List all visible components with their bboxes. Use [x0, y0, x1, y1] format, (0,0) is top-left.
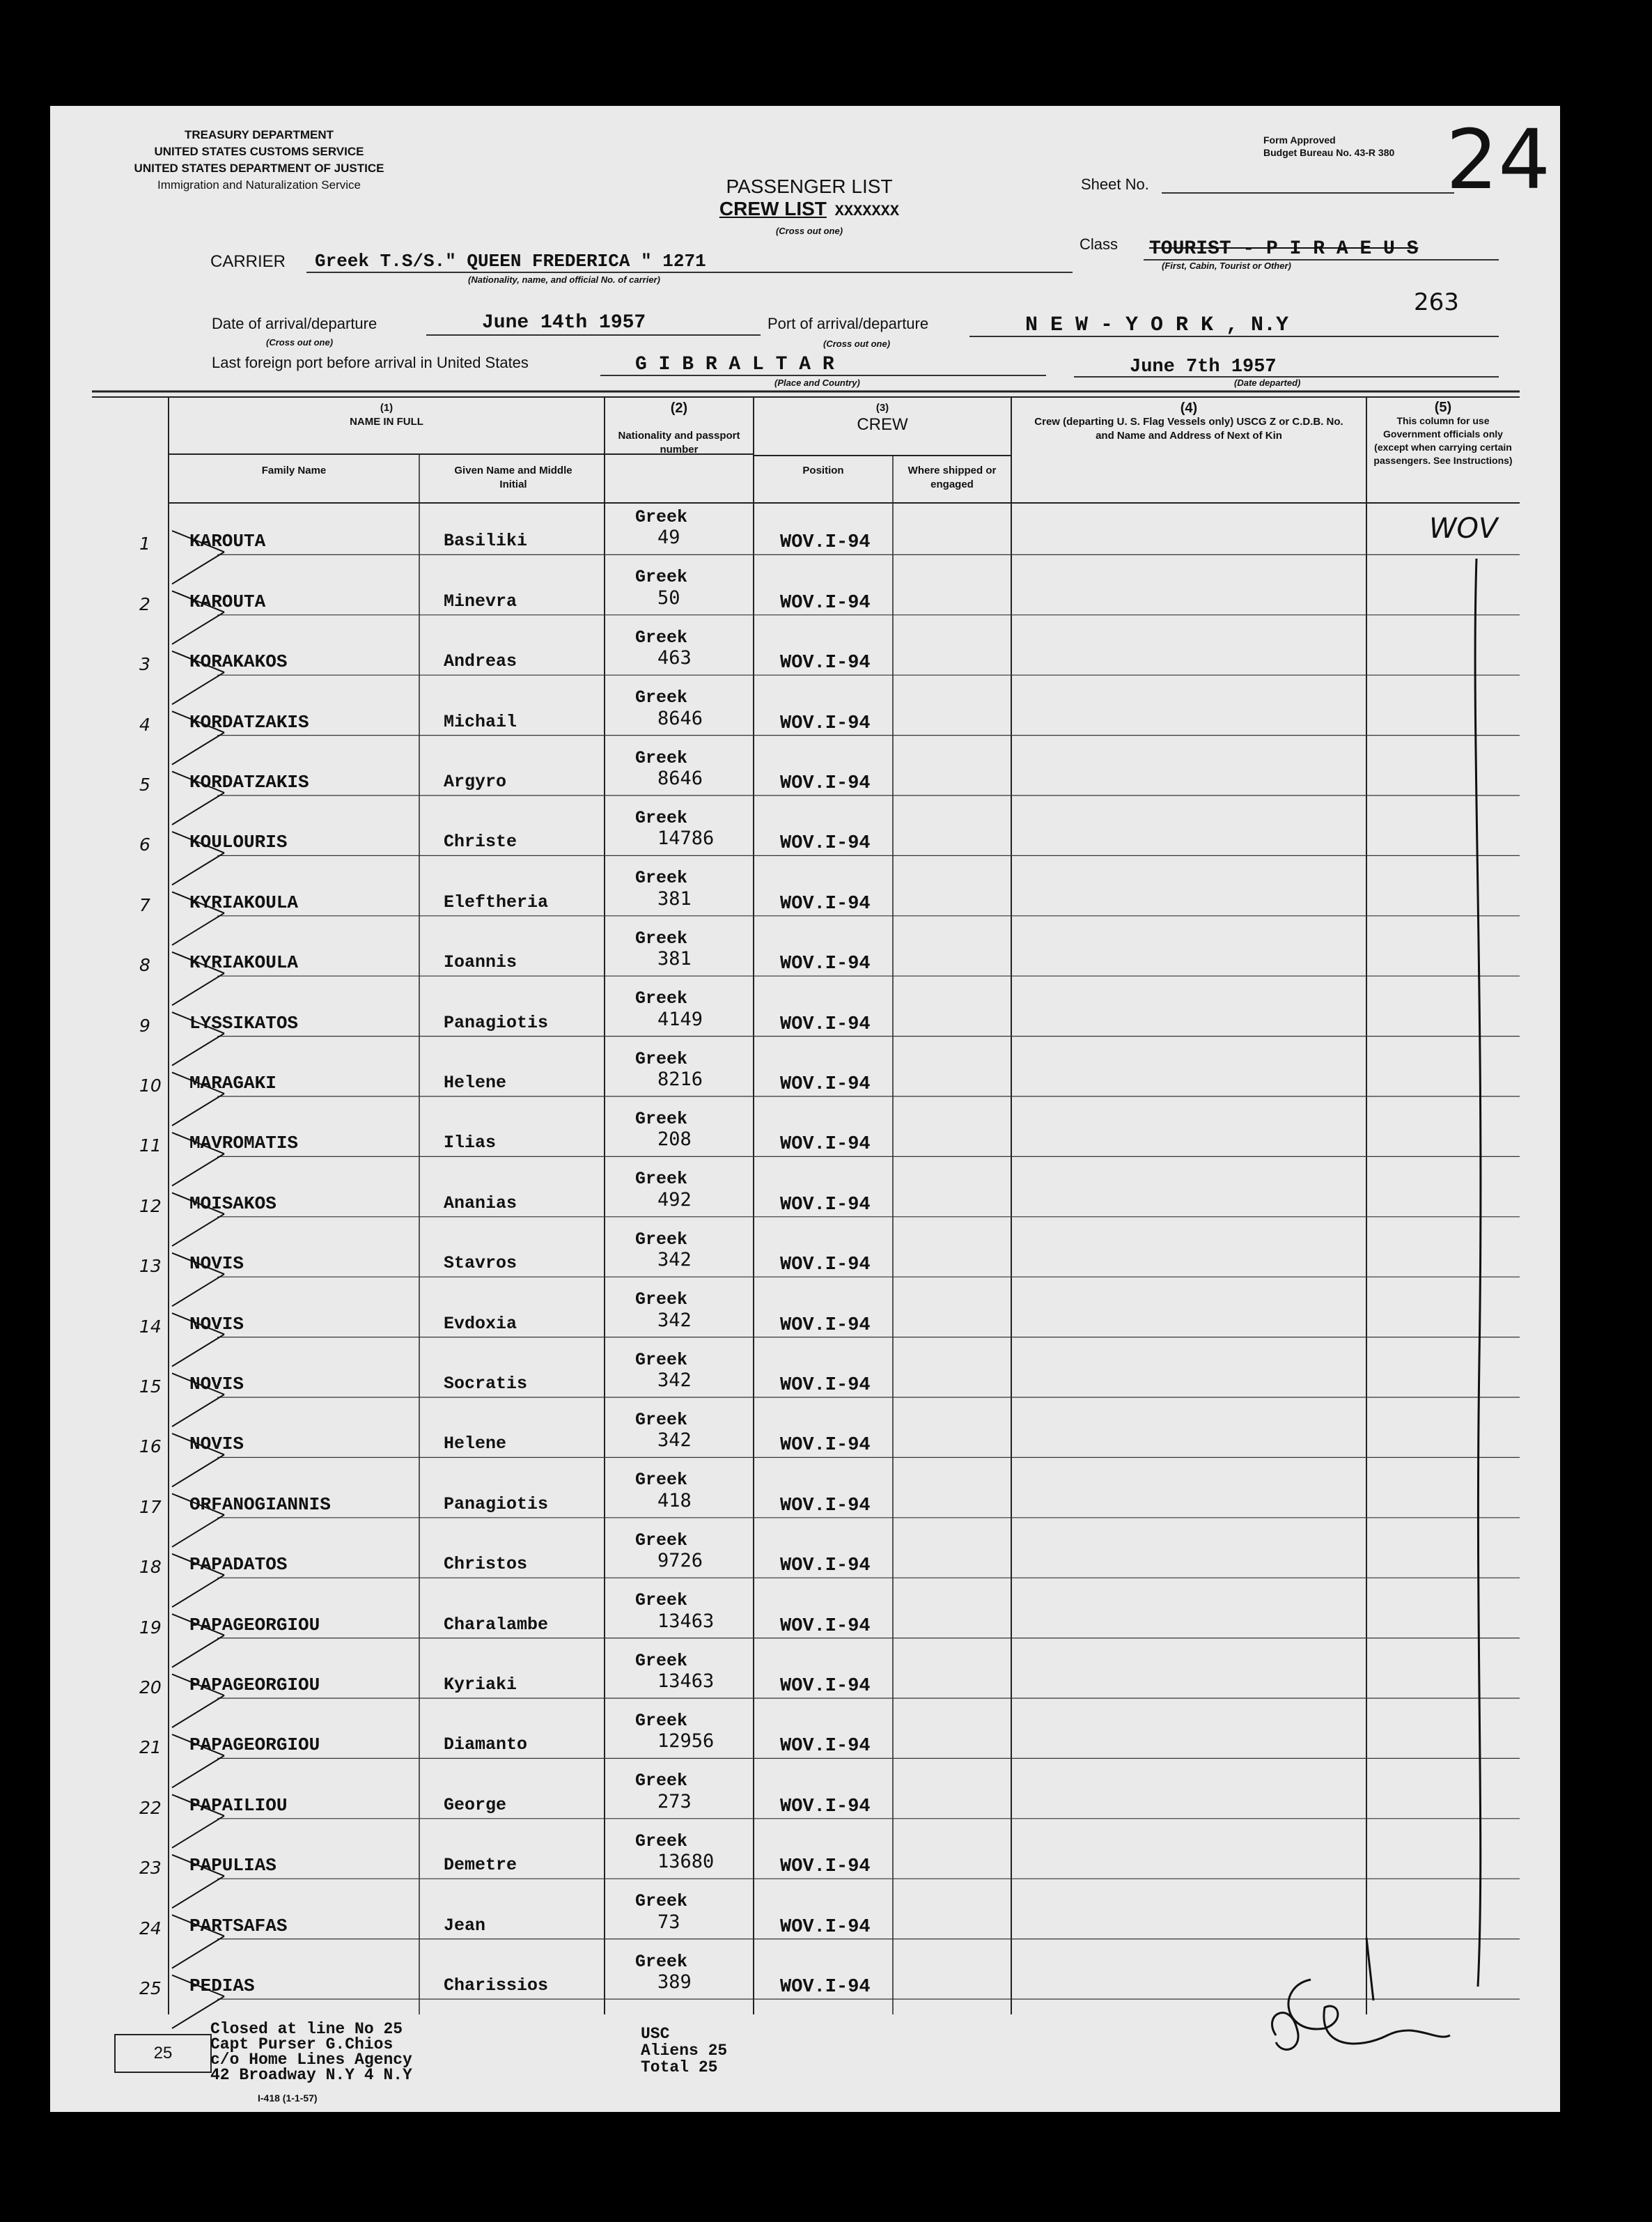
passport-number: 208 [657, 1128, 692, 1151]
closed-line: Closed at line No 25 [210, 2020, 403, 2038]
passport-number: 381 [657, 887, 692, 910]
line-number: 19 [139, 1617, 162, 1638]
family-name: KAROUTA [189, 591, 266, 612]
family-name: PAPAILIOU [189, 1794, 288, 1816]
passport-number: 342 [657, 1309, 692, 1331]
col1-title: NAME IN FULL [350, 416, 423, 428]
nationality: Greek [635, 1891, 688, 1912]
given-name: Argyro [444, 772, 507, 792]
nationality: Greek [635, 1349, 688, 1370]
nationality: Greek [635, 1951, 688, 1972]
passport-number: 342 [657, 1249, 692, 1271]
col4-number: (4) [1180, 401, 1198, 416]
class-label: Class [1080, 235, 1119, 253]
agent-line-2: c/o Home Lines Agency [210, 2051, 412, 2069]
passport-number: 381 [657, 948, 692, 970]
given-name: Eleftheria [444, 892, 549, 912]
passport-number: 389 [657, 1971, 692, 1993]
sheet-number-handwritten: 24 [1446, 111, 1551, 208]
nationality: Greek [635, 1229, 688, 1250]
crew-position: WOV.I-94 [780, 1856, 871, 1878]
col2-header [614, 401, 744, 457]
crew-position: WOV.I-94 [780, 592, 871, 614]
family-name: NOVIS [189, 1374, 244, 1394]
nationality: Greek [635, 1650, 688, 1671]
crew-position: WOV.I-94 [780, 1615, 871, 1637]
title-struck-text: XXXXXXX [834, 203, 900, 220]
line-number: 23 [139, 1858, 162, 1879]
nationality: Greek [635, 1289, 688, 1310]
given-name: Helene [444, 1434, 507, 1454]
class-note: (First, Cabin, Tourist or Other) [1162, 261, 1291, 271]
date-label: Date of arrival/departure [212, 315, 377, 332]
passport-number: 50 [657, 586, 680, 609]
passport-number: 13680 [657, 1851, 715, 1873]
nationality: Greek [635, 808, 688, 828]
col1-number: (1) [380, 402, 393, 414]
col3-header [754, 401, 1011, 435]
nationality: Greek [635, 1771, 688, 1792]
given-name: Stavros [444, 1253, 517, 1274]
port-label: Port of arrival/departure [767, 315, 929, 332]
footer-notes [210, 2021, 412, 2083]
family-name: KAROUTA [189, 531, 266, 552]
crew-position: WOV.I-94 [780, 1676, 871, 1697]
line-number: 3 [139, 654, 150, 675]
family-name: KORDATZAKIS [189, 772, 309, 793]
place-note: (Place and Country) [774, 378, 860, 388]
family-name: PAPAGEORGIOU [189, 1734, 320, 1756]
line-number: 4 [139, 714, 150, 735]
passport-number: 13463 [657, 1670, 715, 1692]
family-name: PAPULIAS [189, 1855, 276, 1877]
crew-position: WOV.I-94 [780, 713, 871, 734]
family-name: NOVIS [189, 1313, 244, 1335]
budget-bureau: Budget Bureau No. 43-R 380 [1263, 147, 1395, 158]
given-name: Panagiotis [444, 1493, 549, 1514]
given-name: Christos [444, 1554, 528, 1575]
line-number: 13 [139, 1256, 162, 1277]
passport-number: 12956 [657, 1730, 715, 1753]
col5-handwritten-mark: WOV [1429, 513, 1498, 545]
col2-title: Nationality and passport number [618, 430, 740, 456]
nationality: Greek [635, 988, 688, 1009]
family-name: LYSSIKATOS [189, 1012, 299, 1034]
crew-position: WOV.I-94 [780, 893, 871, 915]
col5-number: (5) [1434, 400, 1452, 415]
family-name: KYRIAKOULA [189, 892, 299, 913]
form-code: I-418 (1-1-57) [258, 2092, 318, 2104]
line-number: 5 [139, 775, 150, 795]
passport-number: 4149 [657, 1008, 703, 1030]
given-name: Basiliki [444, 531, 528, 552]
agency-line: Immigration and Naturalization Service [157, 178, 361, 192]
date-note: (Cross out one) [266, 337, 334, 348]
departed-note: (Date departed) [1234, 378, 1301, 388]
col3-title: CREW [857, 415, 908, 434]
last-port-label: Last foreign port before arrival in United States [212, 354, 529, 371]
line-number: 8 [139, 955, 150, 976]
crew-position: WOV.I-94 [780, 1977, 871, 1998]
form-approved: Form Approved [1263, 134, 1336, 146]
given-name: Kyriaki [444, 1675, 517, 1695]
crew-position: WOV.I-94 [780, 1013, 871, 1035]
family-name: KYRIAKOULA [189, 952, 299, 974]
passport-number: 8216 [657, 1069, 703, 1090]
family-name: PARTSAFAS [189, 1915, 288, 1936]
line-number: 2 [139, 593, 150, 614]
given-name: Andreas [444, 651, 517, 672]
passport-number: 9726 [657, 1550, 703, 1572]
crew-position: WOV.I-94 [780, 1134, 871, 1156]
crew-position: WOV.I-94 [780, 1736, 871, 1757]
family-name: MARAGAKI [189, 1073, 276, 1094]
crew-position: WOV.I-94 [780, 833, 871, 855]
line-number: 6 [139, 834, 150, 855]
document-page [50, 106, 1560, 2112]
family-name: PEDIAS [189, 1975, 255, 1996]
sheet-label: Sheet No. [1081, 176, 1149, 193]
crew-position: WOV.I-94 [780, 1796, 871, 1817]
nationality: Greek [635, 1590, 688, 1611]
given-name-header: Given Name and Middle Initial [454, 465, 572, 490]
crew-position: WOV.I-94 [780, 653, 871, 674]
nationality: Greek [635, 1831, 688, 1851]
given-name: Socratis [444, 1374, 528, 1394]
carrier-value: Greek T.S/S." QUEEN FREDERICA " 1271 [315, 251, 706, 272]
family-name: PAPADATOS [189, 1554, 288, 1576]
nationality: Greek [635, 747, 688, 768]
crew-position: WOV.I-94 [780, 1495, 871, 1516]
line-number: 17 [139, 1496, 162, 1517]
departed-value: June 7th 1957 [1130, 357, 1277, 378]
col4-header [1025, 401, 1353, 443]
crew-position: WOV.I-94 [780, 1074, 871, 1095]
signature [1272, 1938, 1450, 2049]
passport-number: 8646 [657, 707, 703, 729]
crew-position: WOV.I-94 [780, 1254, 871, 1276]
family-name: KOULOURIS [189, 832, 288, 853]
passport-number: 492 [657, 1188, 692, 1211]
agent-line-3: 42 Broadway N.Y 4 N.Y [210, 2066, 412, 2084]
crew-position: WOV.I-94 [780, 1314, 871, 1336]
aliens-total: Aliens 25 [641, 2042, 728, 2060]
nationality: Greek [635, 1169, 688, 1190]
passport-number: 273 [657, 1790, 692, 1812]
passport-number: 342 [657, 1429, 692, 1452]
nationality: Greek [635, 1470, 688, 1491]
col1-header [169, 401, 605, 429]
line-number: 9 [139, 1015, 150, 1036]
given-name: Ananias [444, 1192, 517, 1213]
family-name: NOVIS [189, 1434, 244, 1455]
given-name: Panagiotis [444, 1012, 549, 1033]
agency-line: UNITED STATES DEPARTMENT OF JUSTICE [134, 162, 384, 175]
given-name: Diamanto [444, 1734, 528, 1755]
nationality: Greek [635, 687, 688, 708]
carrier-label: CARRIER [210, 252, 286, 271]
given-name: Michail [444, 711, 517, 732]
col2-number: (2) [670, 401, 688, 416]
nationality: Greek [635, 1410, 688, 1430]
col5-header [1371, 401, 1515, 467]
passport-number: 13463 [657, 1610, 715, 1632]
position-header: Position [802, 465, 844, 476]
title-crew-list: CREW LIST [719, 198, 827, 219]
title-passenger-list: PASSENGER LIST [726, 176, 893, 197]
agency-line: UNITED STATES CUSTOMS SERVICE [154, 145, 364, 158]
nationality: Greek [635, 928, 688, 949]
crew-position: WOV.I-94 [780, 532, 871, 554]
agency-line: TREASURY DEPARTMENT [184, 128, 334, 141]
line-number: 21 [139, 1737, 162, 1758]
crew-position: WOV.I-94 [780, 1555, 871, 1577]
given-name: Helene [444, 1073, 507, 1093]
col5-handwritten-line [1475, 559, 1481, 1987]
nationality: Greek [635, 868, 688, 889]
line-number: 20 [139, 1677, 162, 1697]
line-number: 18 [139, 1557, 162, 1578]
port-note: (Cross out one) [823, 339, 891, 349]
nationality: Greek [635, 507, 688, 527]
passport-number: 49 [657, 527, 680, 549]
given-name: Charissios [444, 1975, 549, 1996]
passport-number: 463 [657, 647, 692, 669]
nationality: Greek [635, 627, 688, 648]
cross-out-note: (Cross out one) [775, 226, 843, 236]
given-name: Ioannis [444, 952, 517, 973]
crew-position: WOV.I-94 [780, 1194, 871, 1215]
line-number: 12 [139, 1195, 162, 1216]
line-number: 24 [139, 1918, 162, 1939]
crew-position: WOV.I-94 [780, 954, 871, 975]
crew-position: WOV.I-94 [780, 1916, 871, 1938]
family-name: KORDATZAKIS [189, 711, 309, 733]
carrier-note: (Nationality, name, and official No. of carrier) [468, 274, 660, 285]
given-name: Christe [444, 832, 517, 853]
line-number: 16 [139, 1436, 162, 1457]
crew-position: WOV.I-94 [780, 1435, 871, 1456]
footer-box: 25 [114, 2034, 212, 2073]
footer-totals [641, 2026, 727, 2076]
last-port-value: G I B R A L T A R [635, 354, 834, 375]
nationality: Greek [635, 1711, 688, 1731]
passport-number: 418 [657, 1489, 692, 1512]
nationality: Greek [635, 1109, 688, 1129]
family-name: PAPAGEORGIOU [189, 1675, 320, 1695]
family-name: MOISAKOS [189, 1192, 276, 1214]
line-number: 1 [139, 534, 150, 554]
passport-number: 14786 [657, 828, 715, 850]
family-name: NOVIS [189, 1253, 244, 1275]
family-name: MAVROMATIS [189, 1133, 299, 1154]
given-name: Jean [444, 1915, 486, 1936]
line-number: 15 [139, 1376, 162, 1397]
given-name: Minevra [444, 591, 517, 612]
class-value: TOURIST - P I R A E U S [1149, 238, 1419, 260]
nationality: Greek [635, 1530, 688, 1551]
nationality: Greek [635, 1048, 688, 1069]
family-name: ORFANOGIANNIS [189, 1493, 331, 1515]
shipped-header: Where shipped or engaged [907, 465, 997, 490]
crew-position: WOV.I-94 [780, 773, 871, 794]
family-name: KORAKAKOS [189, 651, 288, 673]
passport-number: 8646 [657, 768, 703, 789]
passport-number: 73 [657, 1911, 680, 1933]
port-value: N E W - Y O R K , N.Y [1025, 313, 1289, 337]
line-number: 10 [139, 1075, 162, 1096]
family-name-header: Family Name [261, 465, 327, 476]
line-number: 7 [139, 894, 150, 915]
given-name: Charalambe [444, 1614, 549, 1635]
agent-line-1: Capt Purser G.Chios [210, 2035, 393, 2053]
col4-title: Crew (departing U. S. Flag Vessels only) USCG Z or C.D.B. No. and Name and Address of Next of Kin [1034, 416, 1343, 442]
given-name: Demetre [444, 1855, 517, 1876]
line-number: 11 [139, 1135, 162, 1156]
line-number: 22 [139, 1797, 162, 1818]
passport-number: 342 [657, 1369, 692, 1391]
given-name: Evdoxia [444, 1313, 517, 1334]
usc-label: USC [641, 2025, 670, 2043]
family-name: PAPAGEORGIOU [189, 1614, 320, 1636]
grand-total: Total 25 [641, 2058, 718, 2076]
crew-position: WOV.I-94 [780, 1375, 871, 1396]
col5-title: This column for use Government officials only (except when carrying certain passengers. See Instructions) [1373, 415, 1513, 466]
date-value: June 14th 1957 [482, 312, 646, 334]
col3-number: (3) [875, 402, 889, 414]
line-number: 25 [139, 1978, 162, 1998]
line-number: 14 [139, 1316, 162, 1337]
given-name: Ilias [444, 1133, 497, 1153]
stamp-number: 263 [1414, 288, 1459, 316]
nationality: Greek [635, 567, 688, 588]
given-name: George [444, 1794, 507, 1815]
